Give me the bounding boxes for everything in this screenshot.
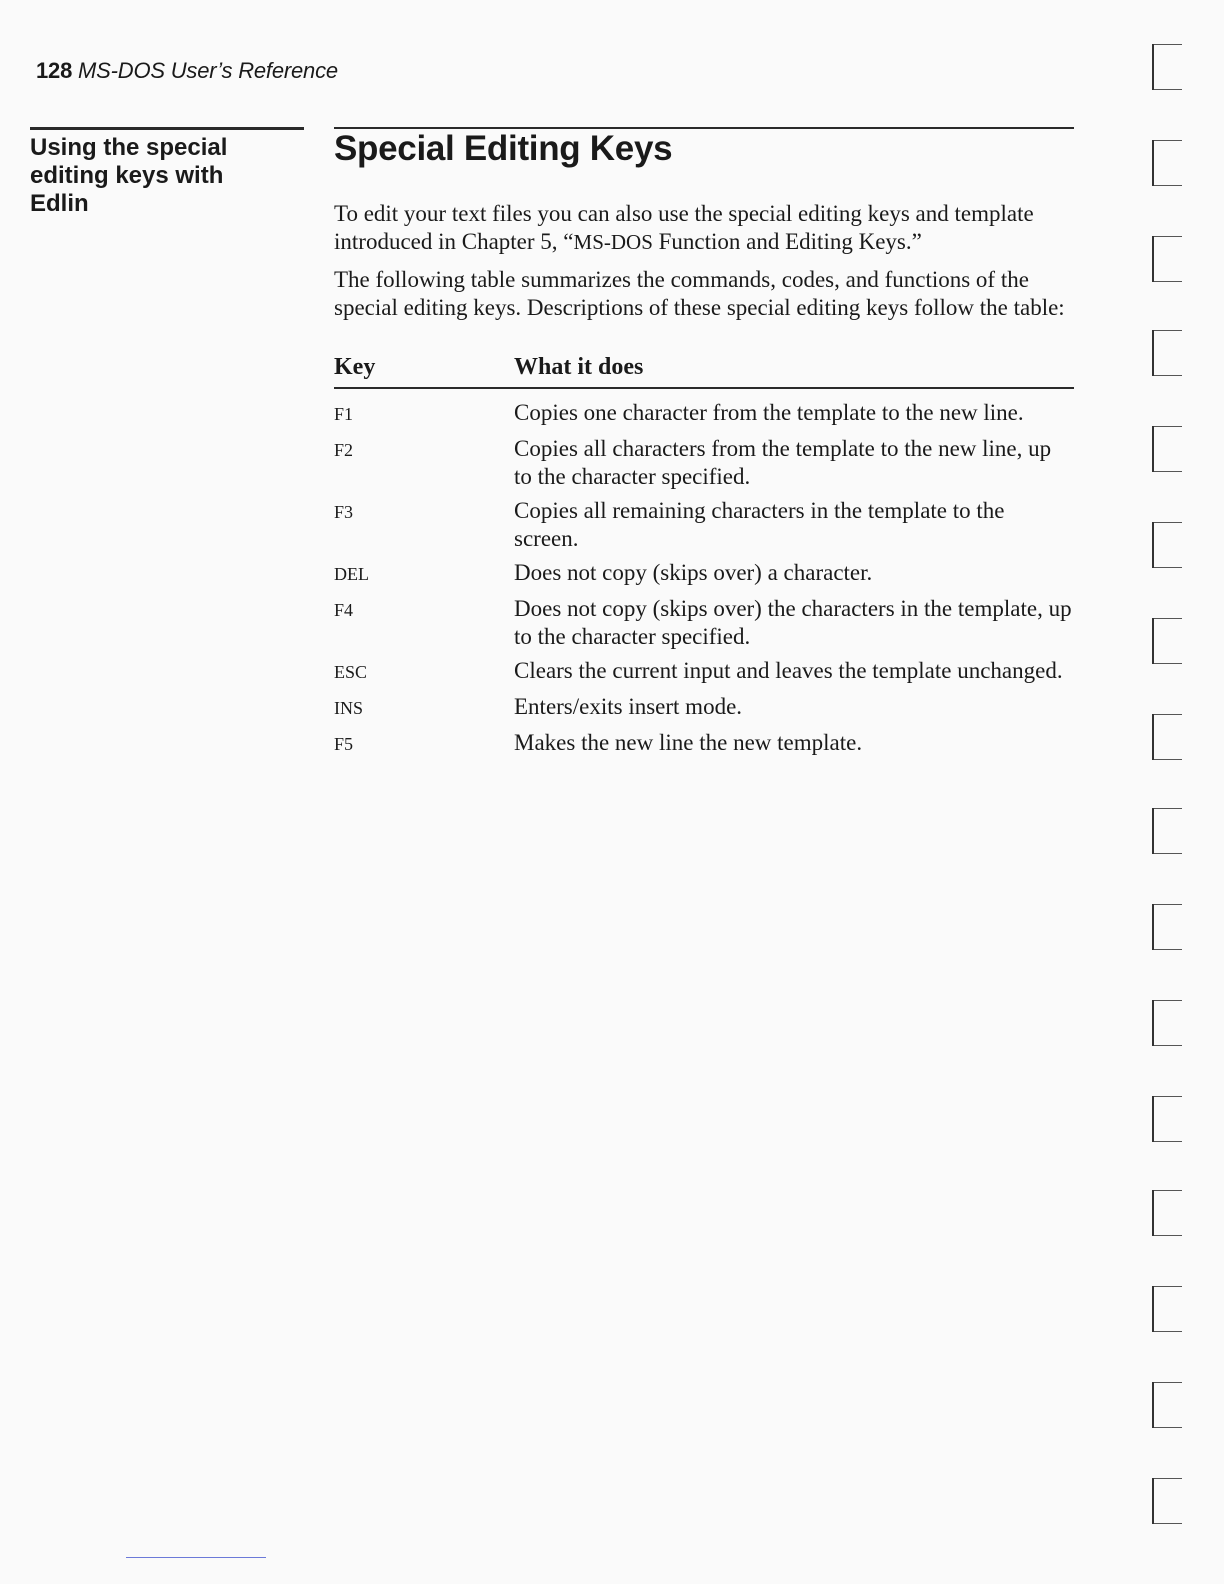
key-cell: F5 <box>334 734 354 754</box>
header-description: What it does <box>514 354 644 380</box>
key-cell: INS <box>334 698 364 718</box>
table-body <box>334 389 1074 758</box>
book-title: MS-DOS User’s Reference <box>78 58 338 83</box>
key-cell: DEL <box>334 564 369 584</box>
margin-heading: Using the special editing keys with Edlin <box>30 134 228 217</box>
binder-tab <box>1152 904 1182 950</box>
section-title: Special Editing Keys <box>334 129 673 168</box>
summary-paragraph: The following table summarizes the commands, codes, and functions of the special editing keys. Descriptions of these special editing keys follow the table: <box>334 267 1065 320</box>
intro-text-end: Function and Editing Keys.” <box>652 228 922 254</box>
table-row <box>334 693 1074 722</box>
binder-tab <box>1152 140 1182 186</box>
binder-tab <box>1152 714 1182 760</box>
table-row <box>334 435 1074 490</box>
description-cell: Does not copy (skips over) the characters in the template, up to the character specified. <box>514 596 1072 649</box>
key-cell: F2 <box>334 440 354 460</box>
binder-tab <box>1152 1190 1182 1236</box>
intro-paragraph <box>334 200 1074 256</box>
binder-tab <box>1152 618 1182 664</box>
table-header <box>334 351 1074 389</box>
description-cell: Copies all remaining characters in the template to the screen. <box>514 498 1005 551</box>
main-content <box>334 127 1074 765</box>
binder-tab <box>1152 1286 1182 1332</box>
running-header <box>36 58 338 84</box>
margin-note <box>30 127 304 218</box>
binder-tab <box>1152 1096 1182 1142</box>
description-cell: Enters/exits insert mode. <box>514 694 743 719</box>
page-number: 128 <box>36 58 73 83</box>
table-row <box>334 559 1074 588</box>
intro-text-start: To edit your text files you can also use the special editing keys and template introduced in Chapter 5, “ <box>334 201 1034 254</box>
binder-tab <box>1152 44 1182 90</box>
footer-rule <box>126 1557 266 1558</box>
binder-tab <box>1152 1382 1182 1428</box>
header-key: Key <box>334 354 376 380</box>
table-row <box>334 729 1074 758</box>
description-cell: Clears the current input and leaves the template unchanged. <box>514 658 1063 683</box>
table-row <box>334 657 1074 686</box>
binder-tab <box>1152 522 1182 568</box>
description-cell: Copies one character from the template to the new line. <box>514 400 1024 425</box>
key-cell: F4 <box>334 600 354 620</box>
key-cell: F3 <box>334 502 354 522</box>
description-cell: Does not copy (skips over) a character. <box>514 560 873 585</box>
binder-tab <box>1152 808 1182 854</box>
key-cell: F1 <box>334 404 354 424</box>
binder-tab <box>1152 1000 1182 1046</box>
intro-smallcaps: MS-DOS <box>573 229 653 254</box>
table-row <box>334 399 1074 428</box>
table-row <box>334 595 1074 650</box>
binder-tab <box>1152 330 1182 376</box>
binder-tab <box>1152 1478 1182 1524</box>
binder-tab <box>1152 426 1182 472</box>
binder-tab <box>1152 236 1182 282</box>
description-cell: Copies all characters from the template to the new line, up to the character specified. <box>514 436 1052 489</box>
key-cell: ESC <box>334 662 368 682</box>
table-row <box>334 497 1074 552</box>
description-cell: Makes the new line the new template. <box>514 730 863 755</box>
editing-keys-table <box>334 351 1074 758</box>
